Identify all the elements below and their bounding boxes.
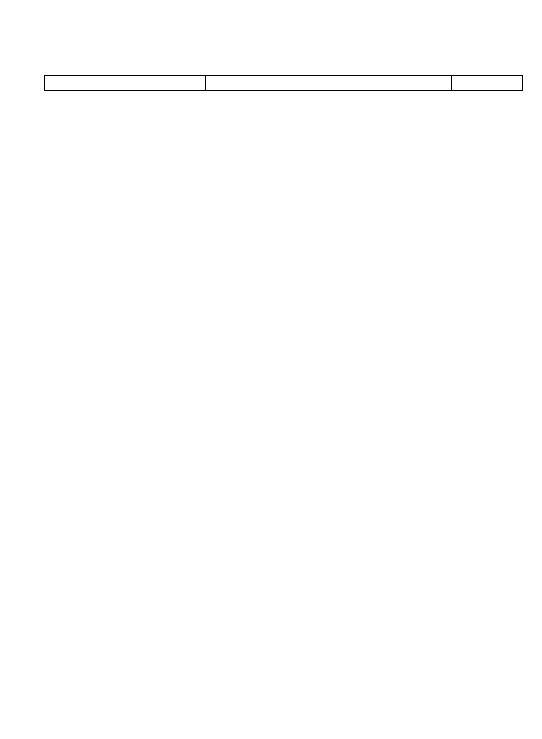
tamping-factor-figure: [70, 563, 506, 703]
breaching-charge-table: [44, 75, 523, 91]
tamping-diagrams: [70, 563, 506, 687]
header-r: [206, 76, 452, 91]
header-material: [45, 76, 206, 91]
table-header-row: [45, 76, 523, 91]
header-k: [452, 76, 523, 91]
